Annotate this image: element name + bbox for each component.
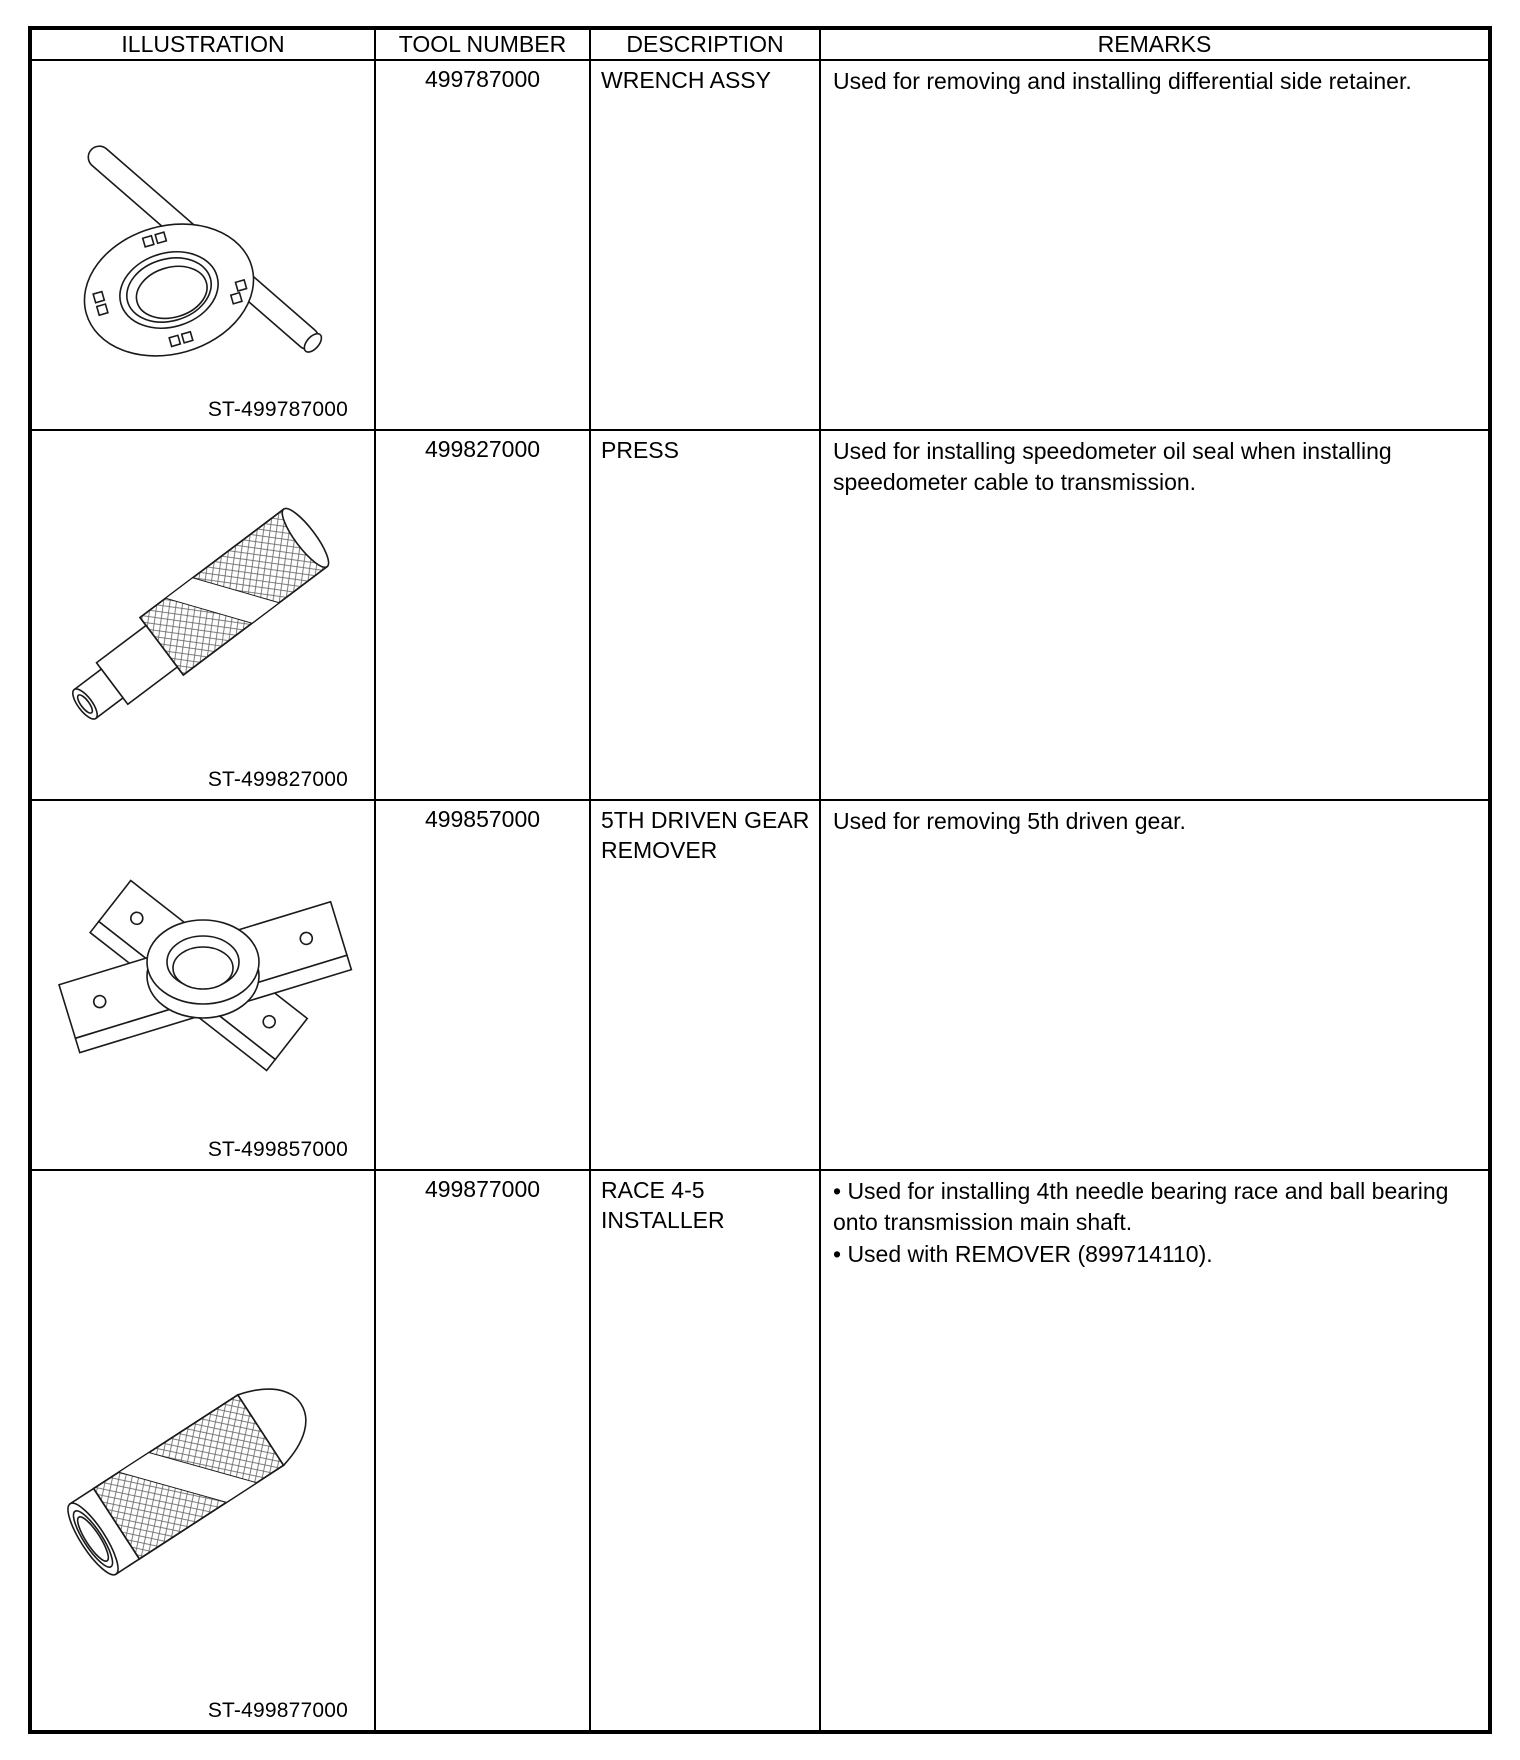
tool-number: 499827000: [375, 430, 590, 800]
tool-description: RACE 4-5 INSTALLER: [590, 1170, 820, 1732]
col-header-remarks: REMARKS: [820, 28, 1490, 60]
tool-remarks: [820, 60, 1490, 430]
gear-remover-illustration: [43, 818, 363, 1123]
race-installer-illustration: [43, 1271, 363, 1601]
illustration-cell: [30, 800, 375, 1170]
tool-description: PRESS: [590, 430, 820, 800]
press-illustration: [43, 448, 363, 753]
tool-number: 499787000: [375, 60, 590, 430]
special-tools-table: [28, 26, 1492, 1734]
illustration-cell: [30, 430, 375, 800]
wrench-assy-illustration: [43, 78, 363, 383]
tool-description: WRENCH ASSY: [590, 60, 820, 430]
remark-line: Used for removing 5th driven gear.: [833, 808, 1186, 835]
illustration-cell: [30, 60, 375, 430]
col-header-description: DESCRIPTION: [590, 28, 820, 60]
col-header-tool-number: TOOL NUMBER: [375, 28, 590, 60]
remark-line: Used for installing speedometer oil seal when installing speedometer cable to transmission.: [833, 438, 1392, 495]
tool-number: 499877000: [375, 1170, 590, 1732]
tool-row-race-installer: [30, 1170, 1490, 1732]
illustration-caption: ST-499787000: [207, 398, 348, 422]
header-row: [30, 28, 1490, 60]
illustration-caption: ST-499857000: [207, 1138, 348, 1162]
tool-row-gear-remover: [30, 800, 1490, 1170]
remark-line: • Used for installing 4th needle bearing race and ball bearing onto transmission main shaft.: [833, 1178, 1449, 1235]
illustration-caption: ST-499877000: [207, 1699, 348, 1722]
tool-row-press: [30, 430, 1490, 800]
tool-remarks: [820, 800, 1490, 1170]
tool-description: 5TH DRIVEN GEAR REMOVER: [590, 800, 820, 1170]
tool-number: 499857000: [375, 800, 590, 1170]
remark-line: Used for removing and installing differential side retainer.: [833, 68, 1412, 95]
tool-row-wrench-assy: [30, 60, 1490, 430]
col-header-illustration: ILLUSTRATION: [30, 28, 375, 60]
tool-remarks: [820, 430, 1490, 800]
illustration-cell: [30, 1170, 375, 1732]
remark-line: • Used with REMOVER (899714110).: [833, 1241, 1213, 1268]
tool-remarks: [820, 1170, 1490, 1732]
illustration-caption: ST-499827000: [207, 768, 348, 792]
